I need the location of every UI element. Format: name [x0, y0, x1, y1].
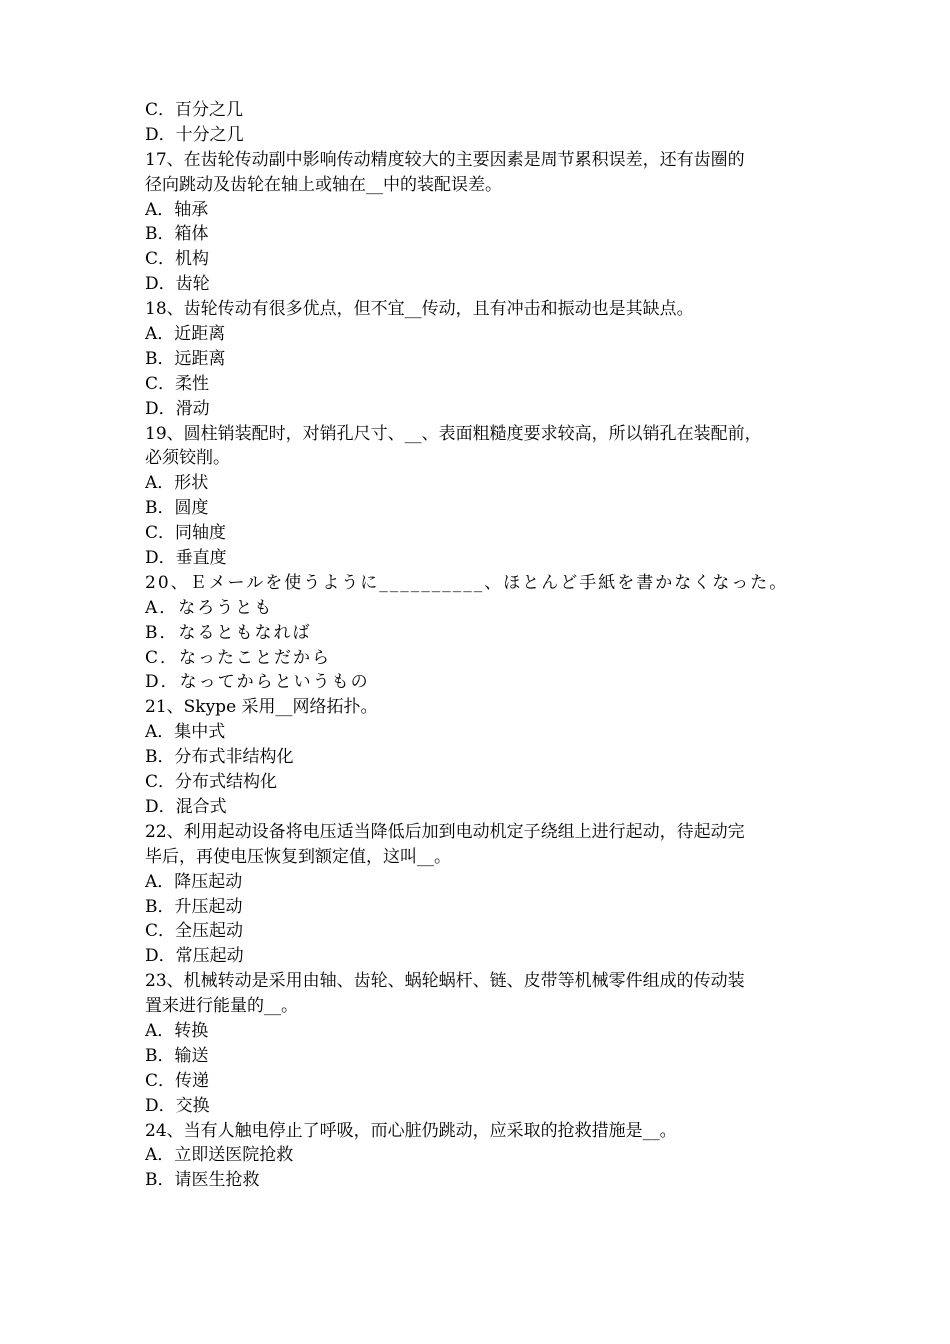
option-a: A．近距离: [145, 324, 226, 345]
option-a: A．形状: [145, 473, 209, 494]
question-18: 18、齿轮传动有很多优点，但不宜__传动，且有冲击和振动也是其缺点。: [145, 299, 694, 320]
option-a: A．集中式: [145, 722, 226, 743]
option-d: D．垂直度: [145, 548, 227, 569]
option-a: A．なろうとも: [145, 597, 274, 618]
text-line: C．百分之几: [145, 100, 244, 120]
option-b: B．分布式非结构化: [145, 747, 294, 768]
option-a: A．转换: [145, 1020, 209, 1041]
option-b: B．箱体: [145, 224, 209, 245]
option-c: C．柔性: [145, 373, 210, 394]
option-d: D．混合式: [145, 796, 227, 817]
option-b: B．なるともなれば: [145, 622, 312, 643]
text-line: 毕后，再使电压恢复到额定值，这叫__。: [145, 846, 451, 867]
option-a: A．立即送医院抢救: [145, 1145, 294, 1166]
option-d: D．齿轮: [145, 274, 210, 295]
option-d: D．常压起动: [145, 946, 244, 967]
option-c: C．全压起动: [145, 921, 244, 942]
option-d: D．滑动: [145, 398, 210, 419]
question-21: 21、Skype 采用__网络拓扑。: [145, 697, 378, 718]
option-d: D．なってからというもの: [145, 672, 370, 693]
document-page: [145, 98, 820, 1193]
option-b: B．请医生抢救: [145, 1170, 260, 1191]
text-line: 必须铰削。: [145, 448, 230, 469]
option-b: B．圆度: [145, 498, 209, 519]
question-23: 23、机械转动是采用由轴、齿轮、蜗轮蜗杆、链、皮带等机械零件组成的传动装: [145, 971, 745, 992]
question-22: 22、利用起动设备将电压适当降低后加到电动机定子绕组上进行起动，待起动完: [145, 821, 745, 842]
option-b: B．升压起动: [145, 896, 243, 917]
option-a: A．降压起动: [145, 871, 243, 892]
option-c: C．なったことだから: [145, 647, 332, 668]
option-c: C．同轴度: [145, 523, 227, 544]
option-a: A．轴承: [145, 199, 209, 220]
option-d: D．交换: [145, 1095, 210, 1116]
question-19: 19、圆柱销装配时，对销孔尺寸、__、表面粗糙度要求较高，所以销孔在装配前，: [145, 423, 762, 444]
text-line: 置来进行能量的__。: [145, 996, 298, 1017]
question-17: 17、在齿轮传动副中影响传动精度较大的主要因素是周节累积误差，还有齿圈的: [145, 149, 745, 170]
option-b: B．远距离: [145, 348, 226, 369]
text-line: D．十分之几: [145, 124, 244, 145]
option-c: C．传递: [145, 1070, 210, 1091]
option-b: B．输送: [145, 1045, 209, 1066]
option-c: C．分布式结构化: [145, 772, 278, 793]
question-24: 24、当有人触电停止了呼吸，而心脏仍跳动，应采取的抢救措施是__。: [145, 1120, 677, 1141]
text-line: 径向跳动及齿轮在轴上或轴在__中的装配误差。: [145, 174, 502, 195]
question-20: 20、Ｅメールを使うように__________、ほとんど手紙を書かなくなった。: [145, 572, 789, 593]
option-c: C．机构: [145, 249, 210, 270]
